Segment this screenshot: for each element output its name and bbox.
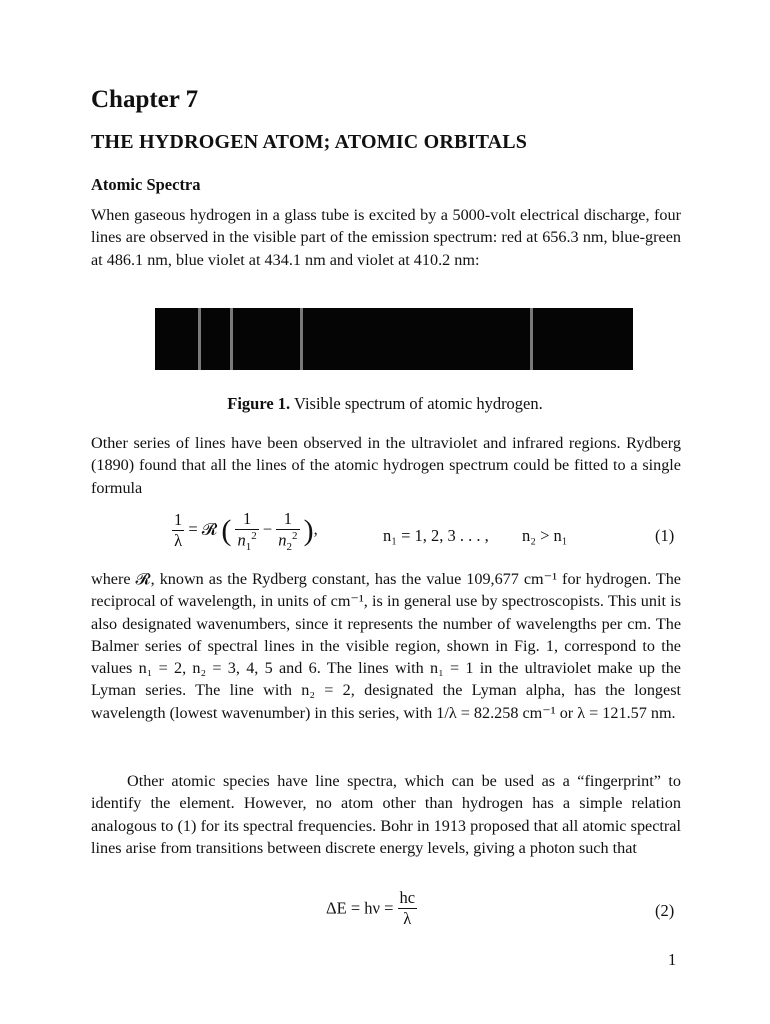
eq1-term2-num: 1: [276, 509, 299, 530]
eq1-term2-den: $n_2^2$: [278, 530, 298, 553]
eq1-condition-2: n₂ > n₁: [522, 526, 568, 545]
eq2-number: (2): [655, 901, 675, 920]
section-title: Atomic Spectra: [91, 175, 201, 194]
eq1-term2: [276, 509, 299, 553]
spectrum-line-656-3: [530, 308, 533, 370]
eq1-right-paren: ): [303, 513, 314, 547]
eq1-term1: [235, 509, 258, 553]
figure-label: Figure 1.: [227, 394, 291, 413]
paragraph-rydberg: Other series of lines have been observed in the ultraviolet and infrared regions. Rydberg (1890) found that all the lines of the atomic hydrogen spectrum could be fitted to a single formula: [91, 434, 681, 497]
spectrum-line-410-2: [198, 308, 201, 370]
spectrum-line-486-1: [300, 308, 303, 370]
figure-caption-text: Visible spectrum of atomic hydrogen.: [294, 394, 543, 413]
equation-2: [326, 888, 417, 929]
spectrum-line-434-1: [230, 308, 233, 370]
eq1-term1-den: $n_1^2$: [237, 530, 257, 553]
page-number: 1: [668, 950, 677, 969]
eq1-minus: −: [262, 519, 273, 539]
eq1-number: (1): [655, 526, 675, 545]
eq1-rhs-prefix: = 𝓡: [188, 519, 218, 539]
eq1-lhs-den: λ: [174, 531, 183, 551]
intro-paragraph: When gaseous hydrogen in a glass tube is excited by a 5000-volt electrical discharge, four lines are observed in the visible part of the emission spectrum: red at 656.3 nm, blue-green at 486.1 nm, blue violet at 434.1 nm and violet at 410.2 nm:: [91, 206, 681, 269]
paragraph-bohr: Other atomic species have line spectra, which can be used as a “fingerprint” to identify the element. However, no atom other than hydrogen has a simple relation analogous to (1) for its spectral frequencies. Bohr in 1913 proposed that all atomic spectral lines arise from transitions between discrete energy levels, giving a photon such that: [91, 772, 681, 857]
eq2-num: hc: [399, 888, 416, 907]
paragraph-rydberg-constant: where 𝓡, known as the Rydberg constant, has the value 109,677 cm⁻¹ for hydrogen. The reciprocal of wavelength, in units of cm⁻¹, is in general use by spectroscopists. This unit is also designated wavenumbers, since it represents the number of wavelengths per cm. The Balmer series of spectral lines in the visible region, shown in Fig. 1, correspond to the values n₁ = 2, n₂ = 3, 4, 5 and 6. The lines with n₁ = 1 in the ultraviolet make up the Lyman series. The line with n₂ = 2, designated the Lyman alpha, has the longest wavelength (lowest wavenumber) in this series, with 1/λ = 82.258 cm⁻¹ or λ = 121.57 nm.: [91, 570, 681, 722]
eq1-term1-num: 1: [235, 509, 258, 530]
eq1-lhs-num: 1: [174, 510, 183, 530]
equation-1: $\frac{1}{\lambda}$ = 𝓡 ( $\frac{1}{n_1^2}$ − $\frac{1}{n_2^2}$ ),: [174, 509, 318, 553]
eq1-lhs-fraction: [172, 510, 184, 551]
spectrum-figure: [155, 308, 633, 370]
eq2-lhs: ΔE = hν =: [326, 898, 394, 918]
chapter-label: Chapter 7: [91, 86, 199, 113]
eq2-fraction: [398, 888, 418, 929]
figure-caption: [0, 394, 770, 414]
chapter-title: THE HYDROGEN ATOM; ATOMIC ORBITALS: [91, 131, 528, 153]
eq1-condition-1: n₁ = 1, 2, 3 . . . ,: [383, 526, 489, 545]
eq2-den: λ: [403, 909, 412, 928]
eq1-left-paren: (: [221, 513, 232, 547]
